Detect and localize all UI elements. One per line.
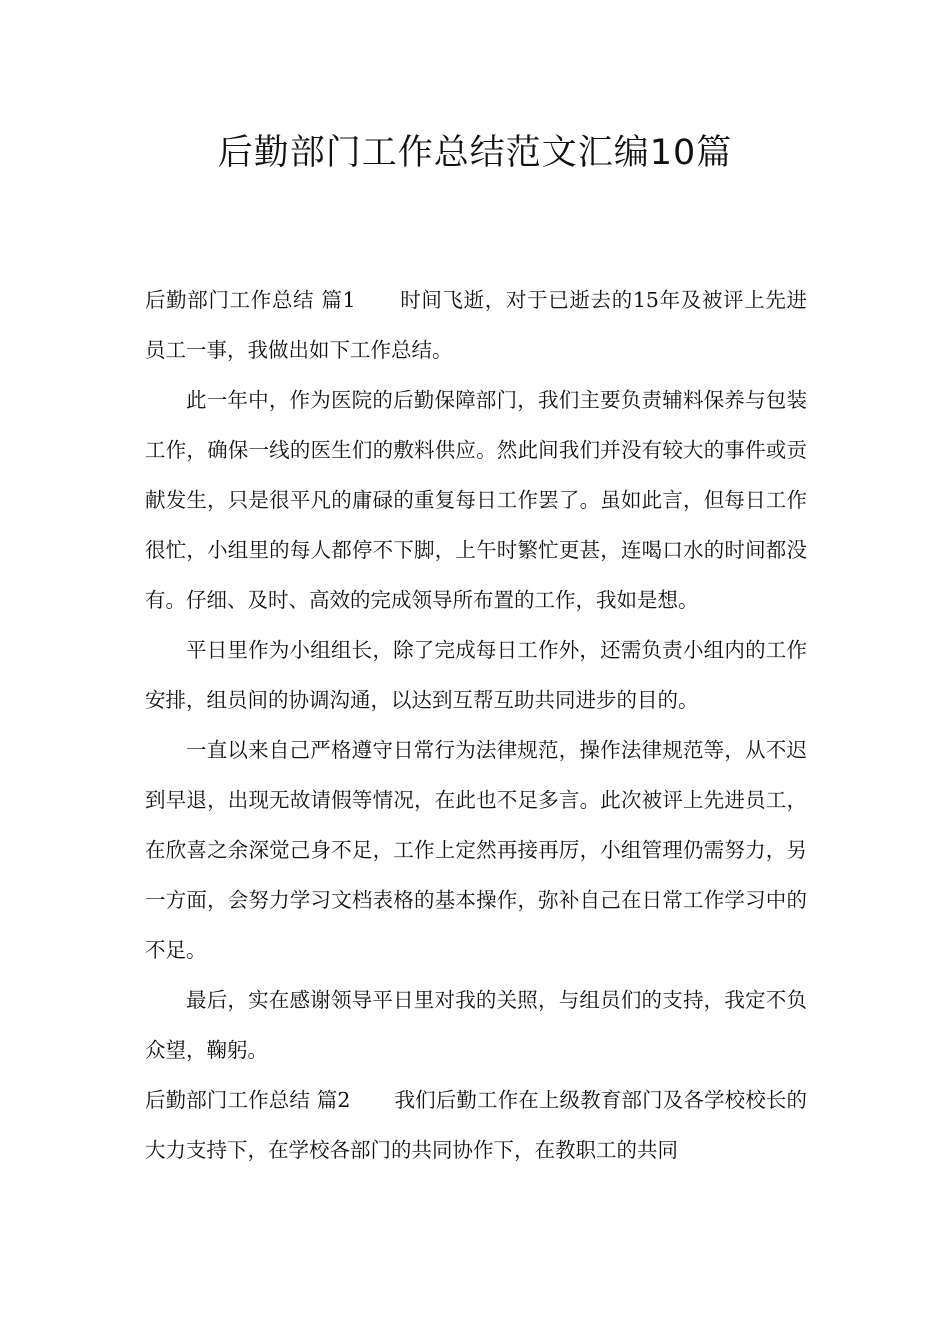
section-1-paragraph-3: 一直以来自己严格遵守日常行为法律规范，操作法律规范等，从不迟到早退，出现无故请假等情况，在此也不足多言。此次被评上先进员工，在欣喜之余深觉己身不足，工作上定然再接再厉，小组管理仍需努力，另一方面，会努力学习文档表格的基本操作，弥补自己在日常工作学习中的不足。 <box>145 738 807 962</box>
section-2-heading: 后勤部门工作总结 篇2 <box>145 1088 351 1112</box>
section-1-lead: 时间飞逝，对于已逝去的15年及被评上先进员工一事，我做出如下工作总结。 <box>145 288 807 362</box>
document-body <box>145 275 807 1175</box>
section-1-heading: 后勤部门工作总结 篇1 <box>145 288 356 312</box>
section-1-paragraph-2: 平日里作为小组组长，除了完成每日工作外，还需负责小组内的工作安排，组员间的协调沟通，以达到互帮互助共同进步的目的。 <box>145 638 807 712</box>
document-title: 后勤部门工作总结范文汇编10篇 <box>217 133 733 173</box>
section-2-opening <box>145 1075 807 1175</box>
section-1-paragraph-4: 最后，实在感谢领导平日里对我的关照，与组员们的支持，我定不负众望，鞠躬。 <box>145 988 807 1062</box>
section-2-lead: 我们后勤工作在上级教育部门及各学校校长的大力支持下，在学校各部门的共同协作下，在教职工的共同 <box>145 1088 807 1162</box>
section-1-opening <box>145 275 807 375</box>
section-1-paragraph-1: 此一年中，作为医院的后勤保障部门，我们主要负责辅料保养与包装工作，确保一线的医生们的敷料供应。然此间我们并没有较大的事件或贡献发生，只是很平凡的庸碌的重复每日工作罢了。虽如此言，但每日工作很忙，小组里的每人都停不下脚，上午时繁忙更甚，连喝口水的时间都没有。仔细、及时、高效的完成领导所布置的工作，我如是想。 <box>145 388 807 612</box>
